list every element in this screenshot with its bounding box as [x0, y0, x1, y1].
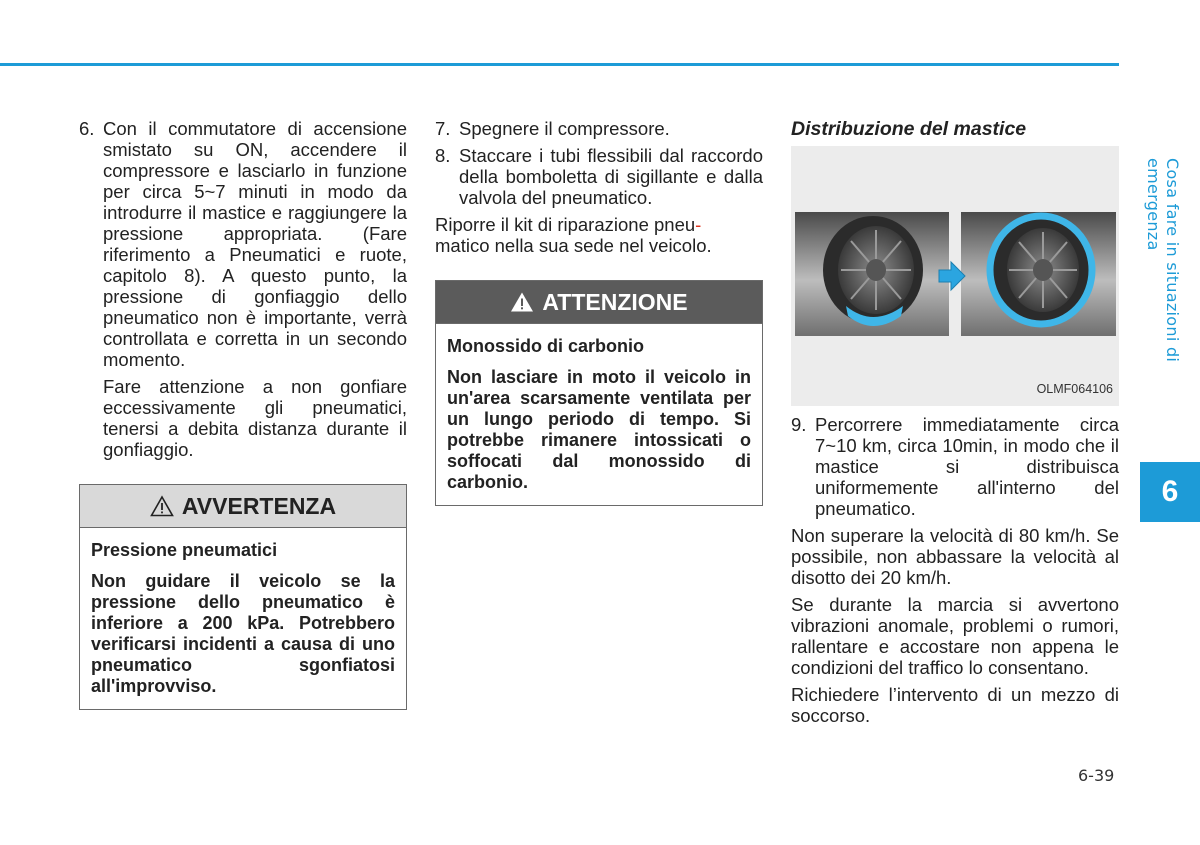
chapter-title-vertical: Cosa fare in situazioni di emergenza	[1144, 158, 1182, 363]
warning-subtitle: Pressione pneumatici	[91, 540, 278, 560]
page-number: 6-39	[1078, 766, 1115, 785]
warning-title: AVVERTENZA	[181, 492, 337, 519]
step-text: Percorrere immediatamente circa 7~10 km, circa 10min, in modo che il mastice si distribuisca uniformemente all'interno del pneumatico.	[815, 414, 1119, 519]
warning-box	[79, 484, 407, 710]
step-6	[79, 118, 407, 370]
step-text: Staccare i tubi flessibili dal raccordo della bomboletta di sigillante e dalla valvola del pneumatico.	[459, 145, 763, 208]
step-number: 8.	[435, 145, 451, 166]
caution-text: Non lasciare in moto il veicolo in un'area scarsamente ventilata per un lungo periodo di tempo. Si potrebbe rimanere intossicati o soffocati dal monossido di carbonio.	[447, 367, 751, 492]
step-7	[435, 118, 763, 139]
caution-title: ATTENZIONE	[542, 288, 688, 315]
right-tire	[988, 214, 1094, 326]
caution-box	[435, 280, 763, 506]
caution-subtitle: Monossido di carbonio	[447, 336, 644, 356]
store-text-a: Riporre il kit di riparazione pneu	[435, 214, 696, 235]
vibration-paragraph: Se durante la marcia si avvertono vibrazioni anomale, problemi o rumori, rallentare e accostare non appena le condizioni del traffico lo consentano.	[791, 594, 1119, 678]
step-text: Spegnere il compressore.	[459, 118, 670, 139]
column-2	[435, 118, 763, 506]
warning-header	[80, 485, 406, 528]
assistance-paragraph: Richiedere l’intervento di un mezzo di soccorso.	[791, 684, 1119, 726]
store-kit-paragraph	[435, 214, 763, 256]
caution-body	[436, 324, 762, 505]
step-number: 9.	[791, 414, 807, 435]
caution-header	[436, 281, 762, 324]
warning-body	[80, 528, 406, 709]
column-1	[79, 118, 407, 710]
warning-text: Non guidare il veicolo se la pressione dello pneumatico è inferiore a 200 kPa. Potrebbero verificarsi incidenti a causa di uno pneumatico sgonfiatosi all'improvviso.	[91, 571, 395, 696]
step-text: Con il commutatore di accensione smistato su ON, accendere il compressore e lasciarlo in funzione per circa 5~7 minuti in modo da introdurre il mastice e raggiungere la pressione appropriata. (Fare riferimento a Pneumatici e ruote, capitolo 8). A questo punto, la pressione di gonfiaggio dello pneumatico non è importante, verrà controllata e corretta in un secondo momento.	[103, 118, 407, 370]
warning-triangle-icon	[150, 495, 174, 517]
warning-triangle-icon	[510, 291, 534, 313]
speed-paragraph: Non superare la velocità di 80 km/h. Se possibile, non abbassare la velocità al disotto dei 20 km/h.	[791, 525, 1119, 588]
tire-illustration	[791, 146, 1119, 406]
section-title: Distribuzione del mastice	[791, 118, 1027, 140]
column-3	[791, 118, 1119, 732]
step-9	[791, 414, 1119, 519]
step-6-note: Fare attenzione a non gonfiare eccessivamente gli pneumatici, tenersi a debita distanza durante il gonfiaggio.	[103, 376, 407, 460]
sealant-distribution-figure	[791, 146, 1119, 406]
store-text-b: matico nella sua sede nel veicolo.	[435, 235, 712, 256]
step-number: 6.	[79, 118, 95, 139]
header-rule	[0, 63, 1119, 66]
step-8	[435, 145, 763, 208]
chapter-tab: 6	[1140, 462, 1200, 522]
step-number: 7.	[435, 118, 451, 139]
figure-code: OLMF064106	[1036, 382, 1113, 396]
hyphen: -	[695, 214, 702, 235]
